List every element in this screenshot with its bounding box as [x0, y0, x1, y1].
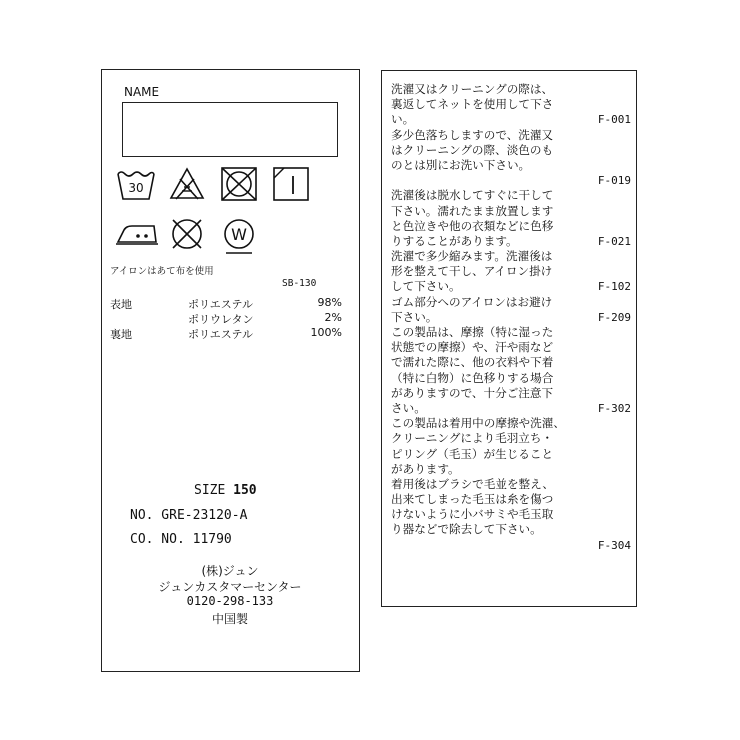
wash-temp-text: 30 [128, 181, 144, 195]
note-line: り器などで除去して下さい。 [391, 522, 542, 537]
note-line: 出来てしまった毛玉は糸を傷つ [391, 492, 554, 507]
product-number: NO. GRE-23120-A [130, 508, 248, 523]
note-line: ゴム部分へのアイロンはお避け [391, 294, 553, 309]
country-of-origin: 中国製 [211, 612, 248, 626]
wet-clean-letter: W [231, 225, 247, 244]
note-tail: 下さい。 F-209 [391, 309, 631, 324]
note-code: F-302 [597, 401, 631, 415]
note-line: 洗濯で多少縮みます。洗濯後は [391, 249, 553, 264]
note-line: 状態での摩擦）や、汗や雨など [391, 340, 554, 355]
fiber-row-lining [110, 326, 350, 340]
fiber-percent: 100% [310, 326, 342, 339]
note-line: 洗濯後は脱水してすぐに干して [391, 188, 554, 203]
size-line [194, 483, 257, 498]
note-line: クリーニングにより毛羽立ち・ [391, 431, 554, 446]
maker-center: ジュンカスタマーセンター [158, 580, 302, 594]
fiber-material: ポリウレタン [188, 313, 254, 326]
size-label: SIZE [194, 483, 234, 498]
note-line: 下さい。濡れたまま放置します [391, 203, 554, 218]
note-line: 洗濯又はクリーニングの際は、 [391, 82, 554, 96]
note-code: F-102 [597, 280, 631, 294]
care-note: アイロンはあて布を使用 [110, 266, 214, 277]
fiber-percent: 2% [324, 311, 342, 324]
note-line: はクリーニングの際、淡色のも [391, 142, 554, 157]
no-tumble-dry-icon [220, 166, 258, 202]
care-label-left [101, 69, 360, 672]
note-line: この製品は、摩擦（特に湿った [391, 325, 554, 339]
wet-clean-icon [220, 216, 258, 256]
note-code: F-021 [597, 234, 631, 248]
fiber-part: 裏地 [110, 328, 132, 341]
fiber-row-shell-2 [110, 311, 350, 325]
care-label-right [381, 70, 637, 607]
wash-tub-30-icon [116, 166, 156, 202]
maker-company: (株)ジュン [201, 564, 259, 578]
note-line: と色泣きや他の衣類などに色移 [391, 218, 554, 233]
note-line: 形を整えて干し、アイロン掛け [391, 264, 553, 279]
care-notes [391, 82, 631, 553]
size-value: 150 [233, 483, 257, 498]
note-line: ピリング（毛玉）が生じること [391, 446, 554, 461]
maker-phone: 0120-298-133 [186, 594, 274, 608]
note-line: がありますので、十分ご注意下 [391, 385, 554, 400]
name-caption: NAME [124, 85, 160, 99]
fiber-percent: 98% [317, 296, 342, 309]
note-line: けないように小バサミや毛玉取 [391, 507, 554, 522]
line-dry-shade-icon [272, 166, 310, 202]
note-code: F-001 [597, 113, 631, 127]
note-line: 多少色落ちしますので、洗濯又 [391, 127, 554, 142]
note-line: （特に白物）に色移りする場合 [391, 370, 554, 385]
note-line: のとは別にお洗い下さい。 [391, 157, 531, 172]
note-code: F-304 [597, 538, 631, 552]
note-line: 裏返してネットを使用して下さ [391, 97, 554, 112]
fiber-row-shell [110, 296, 350, 310]
color-number: CO. NO. 11790 [130, 532, 232, 547]
note-tail: い。 F-001 [391, 112, 631, 127]
note-line: この製品は着用中の摩擦や洗濯、 [391, 416, 565, 431]
note-line: があります。 [391, 461, 460, 476]
note-line: で濡れた際に、他の衣料や下着 [391, 355, 554, 370]
name-field[interactable] [122, 102, 338, 157]
care-code: SB-130 [282, 278, 317, 289]
fiber-material: ポリエステル [188, 298, 254, 311]
note-code: F-209 [597, 310, 631, 324]
note-tail: りすることがあります。 F-021 [391, 233, 631, 248]
note-line: 着用後はブラシで毛並を整え、 [391, 476, 555, 491]
fiber-part: 表地 [110, 298, 132, 311]
no-dry-clean-icon [168, 216, 206, 252]
fiber-material: ポリエステル [188, 328, 254, 341]
note-tail: さい。 F-302 [391, 400, 631, 415]
note-code: F-019 [597, 174, 631, 188]
note-tail: して下さい。 F-102 [391, 279, 631, 294]
iron-medium-icon [114, 218, 162, 248]
no-chlorine-bleach-icon [168, 166, 206, 202]
